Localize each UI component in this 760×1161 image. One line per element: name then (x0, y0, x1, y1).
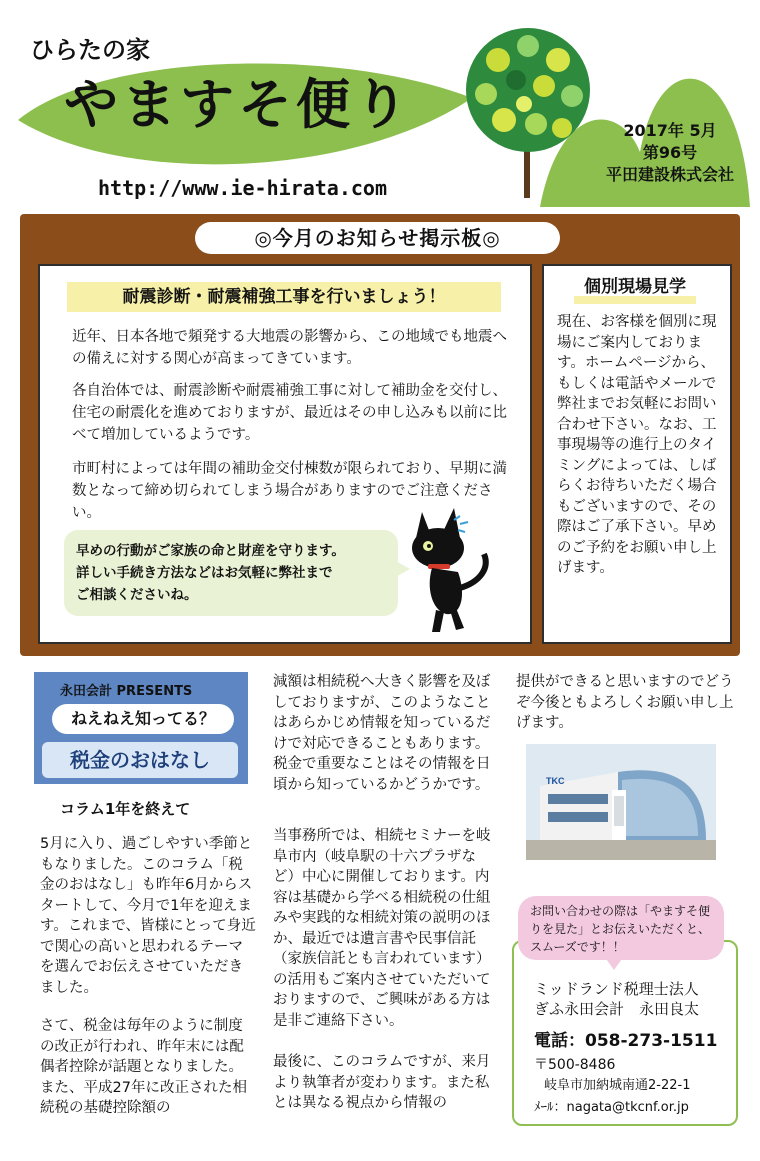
office-building-photo (526, 744, 716, 860)
bulletin-paragraph: 近年、日本各地で頻発する大地震の影響から、この地域でも地震への備えに対する関心が高まってきています。 (72, 329, 507, 367)
contact-postal-code: 〒500-8486 (534, 1057, 616, 1073)
bubble-line: 早めの行動がご家族の命と財産を守ります。 (76, 543, 345, 559)
contact-firm: ミッドランド税理士法人 (534, 980, 699, 998)
speech-bubble-text (76, 540, 394, 606)
company-name: 平田建設株式会社 (605, 165, 734, 184)
contact-email[interactable]: ﾒｰﾙ：nagata@tkcnf.or.jp (534, 1100, 689, 1115)
tax-column-name: 税金のおはなし (42, 742, 238, 778)
bubble-line: 詳しい手続き方法などはお気軽に弊社まで (76, 565, 333, 581)
tree-illustration (458, 20, 598, 200)
contact-speech-bubble-tail (604, 956, 624, 970)
side-panel-text: 現在、お客様を個別に現場にご案内しております。ホームページから、もしくは電話やメールで弊社までお気軽にお問い合わせ下さい。なお、工事現場等の進行上のタイミングによっては、しばらくお待ちいただく場合もございますので、その際はご了承下さい。早めのご予約をお願い申し上げます。 (557, 314, 717, 576)
newsletter-subtitle: ひらたの家 (30, 36, 150, 64)
issue-date: 2017年 5月 (623, 121, 717, 140)
column-text: さて、税金は毎年のように制度の改正が行われ、昨年末には配偶者控除が話題となりました。また、平成27年に改正された相続税の基礎控除額の (40, 1018, 247, 1116)
column-heading: コラム1年を終えて (60, 800, 191, 818)
bulletin-paragraph: 市町村によっては年間の補助金交付棟数が限られており、早期に満数となって締め切られてしまう場合がありますのでご注意ください。 (72, 461, 507, 521)
contact-phone[interactable]: 電話：058-273-1511 (534, 1031, 718, 1051)
bulletin-title: ◎今月のお知らせ掲示板◎ (195, 222, 560, 254)
newsletter-title: やますそ便り (64, 73, 412, 136)
building-sign-text: TKC (546, 776, 565, 786)
side-panel-title: 個別現場見学 (584, 277, 686, 297)
tax-column-presenter: 永田会計 PRESENTS (60, 684, 193, 699)
issue-number: 第96号 (642, 143, 698, 162)
column-text: 5月に入り、過ごしやすい季節ともなりました。このコラム「税金のおはなし」も昨年6月からスタートして、今月で1年を迎えます。これまで、皆様にとって身近で関心の高いと思われるテーマを選んでお伝えさせていただきました。 (40, 836, 256, 996)
column-text: 最後に、このコラムですが、来月より執筆者が変わります。また私とは異なる視点から情報の (273, 1054, 491, 1111)
black-cat-mascot (402, 498, 502, 638)
bubble-line: ご相談くださいね。 (76, 587, 198, 603)
column-text: 減額は相続税へ大きく影響を及ぼしておりますが、このようなことはあらかじめ情報を知っているだけで対応できることもあります。税金で重要なことはその情報を日頃から知っているかどうかです。 (273, 674, 491, 793)
bulletin-headline: 耐震診断・耐震補強工事を行いましょう！ (67, 282, 501, 312)
newsletter-header (0, 0, 760, 210)
contact-bubble-text: お問い合わせの際は「やますそ便りを見た」とお伝えいただくと、スムーズです！！ (530, 904, 711, 954)
column-text: 提供ができると思いますのでどうぞ今後ともよろしくお願い申し上げます。 (516, 674, 734, 731)
column-text: 当事務所では、相続セミナーを岐阜市内（岐阜駅の十六プラザなど）中心に開催しております。内容は基礎から学べる相続税の仕組みや実践的な相続対策の説明のほか、最近では遺言書や民事信託（家族信託とも言われています）の活用もご案内させていただいておりますので、ご興味がある方は是非ご連絡下さい。 (273, 828, 491, 1029)
issue-info (590, 120, 750, 186)
contact-office: ぎふ永田会計 永田良太 (534, 1000, 700, 1018)
contact-address: 岐阜市加納城南通2-22-1 (544, 1078, 691, 1093)
website-link[interactable]: http://www.ie-hirata.com (98, 176, 387, 200)
bulletin-paragraph: 各自治体では、耐震診断や耐震補強工事に対して補助金を交付し、住宅の耐震化を進めておりますが、最近はその申し込みも以前に比べて増加しているようです。 (72, 383, 507, 443)
tax-column-tagline: ねえねえ知ってる？ (52, 704, 234, 734)
